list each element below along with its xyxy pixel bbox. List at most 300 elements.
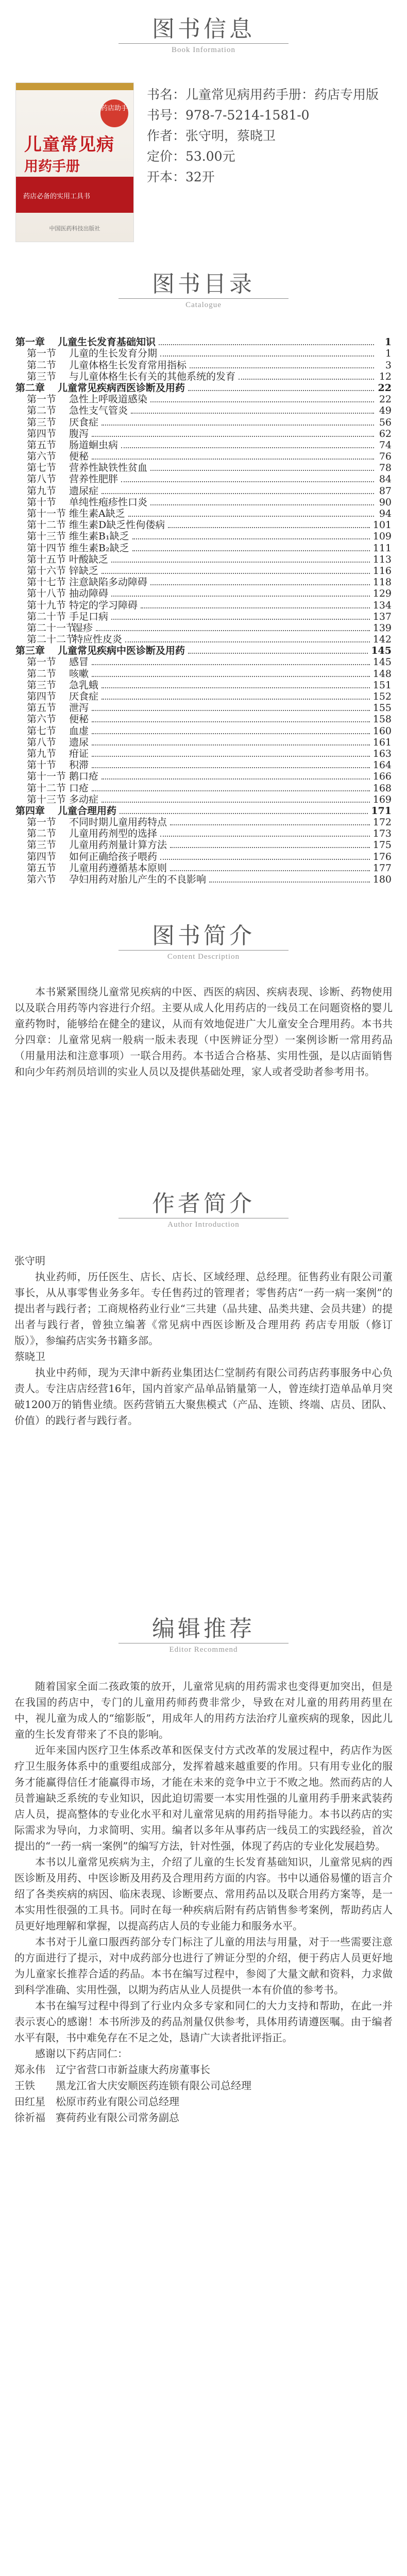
toc-section-row[interactable] bbox=[15, 737, 392, 748]
toc-page-number: 101 bbox=[372, 519, 392, 531]
toc-entry-label bbox=[15, 485, 98, 497]
toc-leader-dots bbox=[132, 550, 370, 551]
intro-subtitle: Content Description bbox=[167, 953, 240, 961]
toc-page-number: 76 bbox=[379, 451, 392, 463]
toc-entry-label bbox=[15, 702, 89, 714]
table-of-contents bbox=[15, 336, 392, 885]
toc-leader-dots bbox=[188, 390, 374, 391]
toc-entry-title: 肠道蛔虫病 bbox=[69, 439, 118, 451]
toc-leader-dots bbox=[92, 459, 374, 460]
toc-entry-title: 儿童体格生长发育常用指标 bbox=[69, 359, 187, 371]
toc-entry-label bbox=[15, 382, 185, 394]
author-header bbox=[0, 1185, 407, 1229]
toc-leader-dots bbox=[160, 836, 370, 837]
toc-section-row[interactable] bbox=[15, 611, 392, 622]
toc-page-number: 180 bbox=[372, 874, 392, 885]
toc-section-row[interactable] bbox=[15, 680, 392, 691]
toc-entry-number: 第三节 bbox=[27, 839, 57, 851]
toc-entry-title: 叶酸缺乏 bbox=[69, 553, 109, 565]
toc-section-row[interactable] bbox=[15, 542, 392, 553]
toc-page-number: 151 bbox=[372, 679, 392, 691]
toc-entry-number: 第八节 bbox=[27, 736, 57, 748]
toc-page-number: 164 bbox=[372, 759, 392, 771]
toc-page-number: 113 bbox=[372, 553, 392, 565]
toc-page-number: 148 bbox=[372, 668, 392, 680]
recommend-title: 编辑推荐 bbox=[152, 1616, 255, 1642]
cover-series-badge: 药店助手 bbox=[100, 99, 128, 127]
toc-entry-label bbox=[15, 783, 89, 794]
toc-entry-number: 第五节 bbox=[27, 862, 57, 874]
toc-leader-dots bbox=[92, 790, 370, 791]
toc-leader-dots bbox=[170, 824, 370, 825]
book-info-title: 图书信息 bbox=[152, 16, 255, 42]
toc-page-number: 175 bbox=[372, 839, 392, 851]
toc-entry-number: 第二十节 bbox=[27, 611, 66, 622]
toc-entry-label bbox=[15, 737, 89, 748]
toc-leader-dots bbox=[170, 870, 370, 871]
toc-entry-number: 第三节 bbox=[27, 416, 57, 428]
toc-section-row[interactable] bbox=[15, 634, 392, 645]
toc-page-number: 145 bbox=[372, 656, 392, 668]
toc-entry-title: 注意缺陷多动障碍 bbox=[69, 577, 148, 588]
book-meta bbox=[147, 84, 389, 188]
toc-entry-number: 第五节 bbox=[27, 702, 57, 714]
toc-leader-dots bbox=[132, 538, 370, 539]
toc-entry-title: 感冒 bbox=[69, 656, 89, 668]
toc-entry-title: 与儿童体格生长有关的其他系统的发育 bbox=[69, 370, 236, 382]
toc-leader-dots bbox=[101, 573, 370, 574]
toc-page-number: 49 bbox=[379, 405, 392, 417]
toc-entry-number: 第十一节 bbox=[27, 508, 66, 519]
toc-page-number: 56 bbox=[379, 416, 392, 428]
toc-entry-label bbox=[15, 473, 118, 485]
toc-leader-dots bbox=[150, 470, 374, 471]
toc-section-row[interactable] bbox=[15, 485, 392, 496]
toc-page-number: 134 bbox=[372, 599, 392, 611]
author-paragraph: 蔡晓卫 bbox=[14, 1350, 45, 1363]
toc-page-number: 84 bbox=[379, 473, 392, 485]
toc-leader-dots bbox=[209, 882, 370, 883]
toc-entry-number: 第十二节 bbox=[27, 519, 66, 531]
toc-entry-label bbox=[15, 519, 165, 531]
toc-leader-dots bbox=[121, 447, 374, 448]
toc-leader-dots bbox=[101, 425, 374, 426]
toc-page-number: 3 bbox=[385, 359, 392, 371]
book-info-subtitle: Book Information bbox=[172, 46, 235, 54]
toc-page-number: 173 bbox=[372, 828, 392, 840]
toc-entry-label bbox=[15, 417, 98, 428]
cover-title-line1: 儿童常见病 bbox=[24, 134, 114, 155]
toc-page-number: 145 bbox=[371, 645, 392, 657]
toc-entry-label bbox=[15, 839, 167, 851]
recommend-paragraph: 本书以儿童常见疾病为主，介绍了儿童的生长发育基础知识，儿童常见病的西医诊断及用药、中医诊断及用药及合理用药方面的内容。书中以通俗易懂的语言介绍了各类疾病的病因、临床表现、诊断要点、常用药品以及联合用药方案等，是一本实用性很强的工具书。同时在每一种疾病后附有药店销售参考案例，帮助药店人员更好地理解和掌握，以提高药店人员的专业能力和服务水平。 bbox=[14, 1856, 393, 1932]
toc-page-number: 12 bbox=[379, 370, 392, 382]
toc-section-row[interactable] bbox=[15, 451, 392, 462]
toc-entry-title: 维生素A缺乏 bbox=[69, 508, 125, 519]
toc-section-row[interactable] bbox=[15, 782, 392, 793]
toc-entry-label bbox=[15, 645, 185, 656]
intro-paragraph: 本书紧紧围绕儿童常见疾病的中医、西医的病因、疾病表现、诊断、药物使用以及联合用药等内容进行介绍。主要从成人化用药店的一线员工在问题资格的婴儿童药物时，能够给在健全的建议，从而有效地促进广大儿童安全合理用药。本书共分四章：儿童常见病一般病一版未表现（中医辨证分型）一案例诊断一常用药品（用量用法和注意事项）一联合用药。本书适合合格基、实用性强，是以店面销售和向少年药剂员培训的实业人员以及提供基础处理，家人或者受助者参考用书。 bbox=[14, 986, 393, 1078]
toc-entry-number: 第六节 bbox=[27, 451, 57, 463]
toc-page-number: 172 bbox=[372, 817, 392, 828]
toc-leader-dots bbox=[92, 744, 370, 745]
toc-leader-dots bbox=[101, 802, 370, 803]
toc-entry-number: 第十六节 bbox=[27, 565, 66, 577]
toc-entry-title: 儿童用药剂型的选择 bbox=[69, 828, 158, 840]
recommend-paragraph: 近年来国内医疗卫生体系改革和医保支付方式改革的发展过程中，药店作为医疗卫生服务体系中的重要组成部分，发挥着越来越重要的作用。只有用专业化的服务才能赢得信任才能赢得市场，才能在未来的竞争中立于不败之地。然而药店的人员普遍缺乏系统的专业知识，因此迫切需要一本实用性强的儿童用药手册来武装药店人员，提高整体的专业化水平和对儿童常见病的用药指导能力。本书以药店的实际需求为导向，力求简明、实用。编者以多年从事药店一线员工的实践经验，首次提出的“一药一病一案例”的编写方法，针对性强，体现了药店的专业化发展趋势。 bbox=[14, 1744, 393, 1852]
toc-page-number: 1 bbox=[385, 348, 392, 360]
toc-entry-title: 泄泻 bbox=[69, 702, 89, 714]
toc-entry-label bbox=[15, 656, 89, 668]
toc-entry-label bbox=[15, 565, 98, 577]
toc-section-row[interactable] bbox=[15, 794, 392, 805]
toc-chapter-row[interactable] bbox=[15, 382, 392, 394]
toc-entry-title: 遗尿 bbox=[69, 736, 89, 748]
toc-entry-number: 第十二节 bbox=[27, 782, 66, 794]
toc-entry-title: 儿童用药遵循基本原则 bbox=[69, 862, 167, 874]
toc-page-number: 161 bbox=[372, 736, 392, 748]
toc-entry-number: 第十节 bbox=[27, 759, 57, 771]
toc-entry-number: 第二节 bbox=[27, 828, 57, 840]
toc-entry-label bbox=[15, 497, 147, 508]
toc-leader-dots bbox=[160, 859, 370, 860]
toc-section-row[interactable] bbox=[15, 771, 392, 782]
toc-page-number: 171 bbox=[371, 805, 392, 817]
toc-entry-label bbox=[15, 577, 147, 588]
toc-page-number: 22 bbox=[379, 394, 392, 405]
toc-entry-label bbox=[15, 874, 206, 885]
toc-entry-label bbox=[15, 828, 157, 839]
toc-entry-number: 第二节 bbox=[27, 668, 57, 680]
toc-leader-dots bbox=[141, 607, 370, 608]
toc-entry-number: 第六节 bbox=[27, 714, 57, 725]
toc-leader-dots bbox=[101, 778, 370, 779]
toc-entry-number: 第十三节 bbox=[27, 793, 66, 805]
toc-entry-number: 第三节 bbox=[27, 679, 57, 691]
toc-page-number: 177 bbox=[372, 862, 392, 874]
toc-entry-number: 第九节 bbox=[27, 748, 57, 759]
toc-entry-number: 第十四节 bbox=[27, 542, 66, 554]
toc-entry-label bbox=[15, 508, 125, 519]
toc-page-number: 137 bbox=[372, 611, 392, 622]
toc-page-number: 160 bbox=[372, 725, 392, 737]
toc-entry-number: 第十三节 bbox=[27, 531, 66, 543]
toc-leader-dots bbox=[131, 413, 374, 414]
toc-entry-title: 湿疹 bbox=[73, 622, 93, 634]
toc-entry-title: 急乳蛾 bbox=[69, 679, 99, 691]
toc-section-row[interactable] bbox=[15, 416, 392, 428]
toc-section-row[interactable] bbox=[15, 348, 392, 359]
divider bbox=[118, 298, 289, 299]
toc-chapter-row[interactable] bbox=[15, 805, 392, 817]
author-title: 作者简介 bbox=[152, 1191, 255, 1217]
toc-page-number: 158 bbox=[372, 714, 392, 725]
toc-leader-dots bbox=[101, 687, 370, 688]
toc-entry-label bbox=[15, 622, 93, 634]
toc-entry-number: 第四节 bbox=[27, 691, 57, 702]
toc-section-row[interactable] bbox=[15, 874, 392, 885]
toc-leader-dots bbox=[188, 653, 368, 654]
toc-entry-title: 儿童用药剂量计算方法 bbox=[69, 839, 167, 851]
toc-leader-dots bbox=[150, 401, 374, 402]
toc-header bbox=[0, 265, 407, 310]
toc-leader-dots bbox=[111, 596, 370, 597]
book-info-header bbox=[0, 10, 407, 55]
toc-entry-label bbox=[15, 588, 108, 599]
toc-entry-label bbox=[15, 394, 147, 405]
toc-page-number: 139 bbox=[372, 622, 392, 634]
toc-leader-dots bbox=[168, 527, 370, 528]
intro-title: 图书简介 bbox=[152, 923, 255, 949]
toc-leader-dots bbox=[101, 493, 374, 494]
toc-entry-number: 第九节 bbox=[27, 485, 57, 497]
toc-page-number: 142 bbox=[372, 634, 392, 646]
toc-entry-title: 特应性皮炎 bbox=[73, 634, 123, 646]
toc-page-number: 129 bbox=[372, 588, 392, 600]
toc-entry-title: 维生素B₂缺乏 bbox=[69, 542, 129, 554]
toc-entry-title: 特定的学习障碍 bbox=[69, 599, 138, 611]
toc-section-row[interactable] bbox=[15, 622, 392, 634]
toc-entry-label bbox=[15, 805, 116, 817]
recommend-paragraph: 本书在编写过程中得到了行业内众多专家和同仁的大力支持和帮助，在此一并表示衷心的感谢！本书所涉及的药品剂量仅供参考，具体用药请遵医嘱。由于编者水平有限，书中难免存在不足之处，恳请广大读者批评指正。 bbox=[14, 1999, 393, 2044]
toc-entry-title: 急性上呼吸道感染 bbox=[69, 394, 148, 405]
toc-section-row[interactable] bbox=[15, 565, 392, 577]
toc-entry-number: 第四章 bbox=[15, 805, 45, 817]
author-paragraph: 执业药师，历任医生、店长、店长、区域经理、总经理。征售药业有限公司董事长，从从事零售业务多年。专任售药过的管理者；零售药店“一药一病一案例”的提出者与践行者；工商规格药业行业“三共建（品共建、品类共建、会员共建）的提出者与践行者，曾独立编著《常见病中西医诊断及合理用药 药店专用版（修订版）》，参编药店实务书籍多部。 bbox=[14, 1270, 393, 1347]
divider bbox=[118, 950, 289, 951]
recommend-paragraph: 徐祈福 赛荷药业有限公司常务副总 bbox=[14, 2111, 179, 2124]
toc-entry-number: 第一章 bbox=[15, 336, 45, 348]
toc-section-row[interactable] bbox=[15, 473, 392, 485]
toc-section-row[interactable] bbox=[15, 588, 392, 599]
toc-leader-dots bbox=[121, 481, 374, 482]
toc-entry-label bbox=[15, 611, 108, 622]
divider bbox=[118, 43, 289, 44]
toc-entry-label bbox=[15, 691, 98, 702]
toc-leader-dots bbox=[128, 516, 374, 517]
toc-section-row[interactable] bbox=[15, 668, 392, 679]
toc-entry-label bbox=[15, 600, 138, 611]
intro-header bbox=[0, 917, 407, 961]
toc-page-number: 1 bbox=[384, 336, 392, 348]
toc-section-row[interactable] bbox=[15, 519, 392, 531]
toc-entry-title: 遗尿症 bbox=[69, 485, 99, 497]
toc-entry-number: 第七节 bbox=[27, 462, 57, 474]
toc-page-number: 94 bbox=[379, 508, 392, 519]
toc-entry-number: 第十九节 bbox=[27, 599, 66, 611]
toc-page-number: 74 bbox=[379, 439, 392, 451]
toc-section-row[interactable] bbox=[15, 462, 392, 473]
toc-entry-number: 第二节 bbox=[27, 359, 57, 371]
toc-section-row[interactable] bbox=[15, 828, 392, 839]
toc-entry-label bbox=[15, 817, 167, 828]
toc-entry-title: 手足口病 bbox=[69, 611, 109, 622]
toc-section-row[interactable] bbox=[15, 691, 392, 702]
toc-entry-title: 维生素B₁缺乏 bbox=[69, 531, 129, 543]
recommend-paragraph: 郑永伟 辽宁省营口市新益康大药房董事长 bbox=[14, 2063, 210, 2076]
toc-section-row[interactable] bbox=[15, 554, 392, 565]
toc-entry-number: 第一节 bbox=[27, 656, 57, 668]
toc-entry-number: 第一节 bbox=[27, 394, 57, 405]
toc-leader-dots bbox=[92, 733, 370, 734]
toc-page-number: 166 bbox=[372, 771, 392, 783]
toc-entry-title: 便秘 bbox=[69, 451, 89, 463]
author-subtitle: Author Introduction bbox=[167, 1221, 240, 1229]
toc-page-number: 62 bbox=[379, 428, 392, 439]
toc-section-row[interactable] bbox=[15, 817, 392, 828]
recommend-paragraph: 随着国家全面二孩政策的放开，儿童常见病的用药需求也变得更加突出，但是在我国的药店中，专门的儿童用药师药费非常少，导致在对儿童的用药用药里在中，视儿童为成人的“缩影版”，用成年人的用药方法治疗儿童疾病的现象，因此儿童的生长发育带来了不良的影响。 bbox=[14, 1680, 393, 1740]
toc-entry-title: 单纯性疱疹性口炎 bbox=[69, 496, 148, 508]
toc-leader-dots bbox=[120, 813, 368, 814]
toc-entry-label bbox=[15, 668, 89, 680]
toc-entry-label bbox=[15, 725, 89, 737]
toc-entry-label bbox=[15, 851, 157, 862]
toc-page-number: 90 bbox=[379, 496, 392, 508]
toc-entry-label bbox=[15, 714, 89, 725]
toc-entry-number: 第二章 bbox=[15, 382, 45, 394]
toc-entry-number: 第四节 bbox=[27, 428, 57, 439]
toc-entry-number: 第三章 bbox=[15, 645, 45, 657]
toc-section-row[interactable] bbox=[15, 439, 392, 451]
toc-entry-number: 第十八节 bbox=[27, 588, 66, 600]
toc-section-row[interactable] bbox=[15, 862, 392, 874]
toc-leader-dots bbox=[92, 767, 370, 768]
toc-subtitle: Catalogue bbox=[185, 301, 222, 309]
toc-leader-dots bbox=[150, 584, 370, 585]
toc-entry-number: 第二节 bbox=[27, 405, 57, 417]
toc-entry-title: 厌食症 bbox=[69, 691, 99, 702]
toc-entry-label bbox=[15, 531, 129, 542]
toc-entry-label bbox=[15, 451, 89, 462]
toc-page-number: 152 bbox=[372, 691, 392, 702]
toc-entry-title: 口疮 bbox=[69, 782, 89, 794]
toc-entry-title: 儿童常见疾病西医诊断及用药 bbox=[58, 382, 185, 394]
toc-entry-label bbox=[15, 748, 89, 759]
toc-leader-dots bbox=[239, 379, 374, 380]
toc-entry-title: 锌缺乏 bbox=[69, 565, 99, 577]
recommend-paragraph: 田红星 松原市药业有限公司总经理 bbox=[14, 2095, 179, 2108]
toc-entry-label bbox=[15, 543, 129, 554]
toc-section-row[interactable] bbox=[15, 759, 392, 771]
toc-section-row[interactable] bbox=[15, 851, 392, 862]
toc-section-row[interactable] bbox=[15, 577, 392, 588]
toc-entry-title: 血虚 bbox=[69, 725, 89, 737]
author-paragraph: 执业中药师，现为天津中新药业集团达仁堂制药有限公司药店药事服务中心负责人。专注店店经营16年，国内首家产品单品销量第一人，曾连续打造单品单月突破1200万的销售业绩。医药营销五大聚焦模式（产品、连锁、终端、店员、团队、价值）的践行者与践行者。 bbox=[14, 1366, 393, 1427]
toc-entry-label bbox=[15, 360, 186, 371]
recommend-header bbox=[0, 1610, 407, 1654]
toc-entry-number: 第五节 bbox=[27, 439, 57, 451]
toc-section-row[interactable] bbox=[15, 428, 392, 439]
toc-entry-number: 第六节 bbox=[27, 874, 57, 885]
toc-leader-dots bbox=[92, 710, 370, 711]
toc-page-number: 163 bbox=[372, 748, 392, 759]
toc-section-row[interactable] bbox=[15, 714, 392, 725]
toc-entry-title: 儿童的生长发育分期 bbox=[69, 348, 158, 360]
toc-section-row[interactable] bbox=[15, 359, 392, 370]
toc-section-row[interactable] bbox=[15, 599, 392, 611]
recommend-paragraph: 王铁 黑龙江省大庆安顺医药连锁有限公司总经理 bbox=[14, 2079, 251, 2092]
toc-entry-title: 疳证 bbox=[69, 748, 89, 759]
toc-page-number: 116 bbox=[372, 565, 392, 577]
toc-leader-dots bbox=[170, 847, 370, 848]
toc-leader-dots bbox=[111, 562, 370, 563]
recommend-subtitle: Editor Recommend bbox=[169, 1646, 238, 1654]
toc-leader-dots bbox=[92, 756, 370, 757]
toc-entry-label bbox=[15, 428, 89, 439]
cover-title-line2: 用药手册 bbox=[24, 159, 80, 175]
toc-section-row[interactable] bbox=[15, 656, 392, 668]
toc-section-row[interactable] bbox=[15, 405, 392, 416]
author-body bbox=[14, 1253, 393, 1429]
toc-entry-title: 抽动障碍 bbox=[69, 588, 109, 600]
toc-section-row[interactable] bbox=[15, 497, 392, 508]
toc-section-row[interactable] bbox=[15, 748, 392, 759]
toc-section-row[interactable] bbox=[15, 371, 392, 382]
toc-entry-label bbox=[15, 759, 89, 771]
toc-section-row[interactable] bbox=[15, 394, 392, 405]
toc-entry-label bbox=[15, 348, 157, 359]
toc-entry-number: 第二十二节 bbox=[27, 634, 76, 646]
book-info bbox=[15, 82, 392, 252]
toc-entry-number: 第二十一节 bbox=[27, 622, 76, 634]
toc-chapter-row[interactable] bbox=[15, 336, 392, 348]
toc-page-number: 169 bbox=[372, 793, 392, 805]
cover-publisher: 中国医药科技出版社 bbox=[49, 225, 100, 232]
toc-entry-number: 第一节 bbox=[27, 817, 57, 828]
toc-entry-label bbox=[15, 336, 156, 348]
toc-page-number: 22 bbox=[378, 382, 392, 394]
meta-price: 定价：53.00元 bbox=[147, 149, 235, 164]
toc-entry-title: 维生素D缺乏性佝偻病 bbox=[69, 519, 165, 531]
toc-section-row[interactable] bbox=[15, 508, 392, 519]
toc-entry-label bbox=[15, 771, 98, 782]
toc-entry-number: 第十节 bbox=[27, 496, 57, 508]
book-cover-image bbox=[15, 82, 134, 242]
toc-entry-title: 多动症 bbox=[69, 793, 99, 805]
toc-entry-title: 儿童常见疾病中医诊断及用药 bbox=[58, 645, 185, 657]
toc-entry-label bbox=[15, 405, 128, 416]
toc-section-row[interactable] bbox=[15, 702, 392, 714]
toc-leader-dots bbox=[125, 641, 370, 642]
toc-page-number: 168 bbox=[372, 782, 392, 794]
meta-author: 作者：张守明，蔡晓卫 bbox=[147, 128, 276, 143]
toc-entry-label bbox=[15, 794, 98, 805]
toc-leader-dots bbox=[96, 630, 370, 631]
toc-leader-dots bbox=[190, 367, 374, 368]
toc-entry-label bbox=[15, 862, 167, 874]
toc-entry-title: 腹泻 bbox=[69, 428, 89, 439]
toc-title: 图书目录 bbox=[152, 271, 255, 297]
meta-title: 书名：儿童常见病用药手册：药店专用版 bbox=[147, 87, 379, 102]
toc-entry-title: 儿童生长发育基础知识 bbox=[58, 336, 156, 348]
recommend-body bbox=[14, 1679, 393, 2126]
toc-leader-dots bbox=[159, 344, 374, 345]
toc-section-row[interactable] bbox=[15, 531, 392, 542]
recommend-paragraph: 本书对于儿童口服西药部分专门标注了儿童的用法与用量，对于一些需要注意的方面进行了提示，对中成药部分也进行了辨证分型的介绍，便于药店人员更好地为儿童家长推荐合适的药品。本书在编写过程中，参阅了大量文献和资料，力求做到科学准确、实用性强，以期为药店从业人员提供一本有价值的参考书。 bbox=[14, 1936, 393, 1996]
toc-entry-label bbox=[15, 371, 235, 382]
toc-entry-title: 积滞 bbox=[69, 759, 89, 771]
toc-entry-title: 不同时期儿童用药特点 bbox=[69, 817, 167, 828]
toc-entry-title: 厌食症 bbox=[69, 416, 99, 428]
toc-section-row[interactable] bbox=[15, 725, 392, 736]
toc-section-row[interactable] bbox=[15, 839, 392, 851]
toc-leader-dots bbox=[150, 504, 374, 505]
meta-format: 开本：32开 bbox=[147, 170, 215, 184]
toc-entry-title: 儿童合理用药 bbox=[58, 805, 117, 817]
toc-chapter-row[interactable] bbox=[15, 645, 392, 656]
toc-entry-title: 咳嗽 bbox=[69, 668, 89, 680]
recommend-paragraph: 感谢以下药店同仁： bbox=[35, 2047, 128, 2060]
